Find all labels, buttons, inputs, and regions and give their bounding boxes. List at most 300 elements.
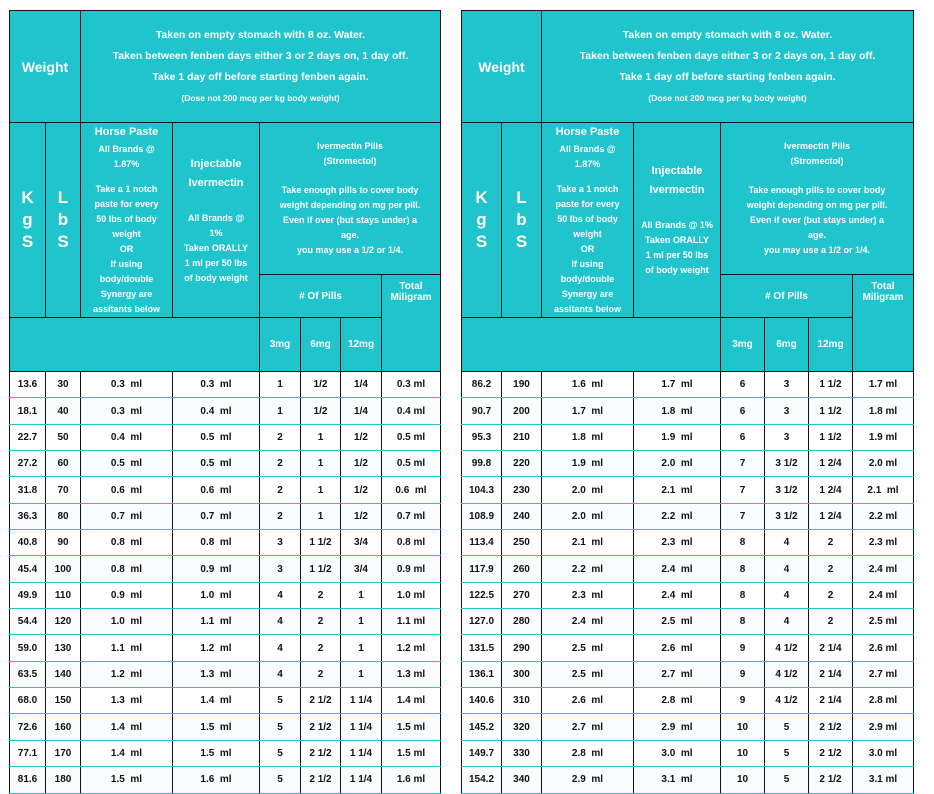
kg-cell: 72.6	[10, 714, 46, 740]
injectable-cell: 2.8 ml	[634, 688, 721, 714]
horse-paste-cell: 0.9 ml	[81, 582, 173, 608]
injectable-cell: 0.8 ml	[173, 530, 260, 556]
pills-12mg-cell: 1 1/2	[809, 398, 853, 424]
kg-cell: 27.2	[10, 451, 46, 477]
pills-6mg-cell: 3 1/2	[765, 451, 809, 477]
lbs-cell: 70	[46, 477, 81, 503]
total-mg-cell: 3.0 ml	[853, 740, 914, 766]
kg-cell: 77.1	[10, 740, 46, 766]
total-mg-cell: 1.5 ml	[382, 714, 441, 740]
table-row	[462, 740, 914, 766]
horse-paste-cell: 1.1 ml	[81, 635, 173, 661]
pills-12mg-cell: 2	[809, 609, 853, 635]
pills-12mg-cell: 1/2	[341, 424, 382, 450]
pills-12mg-cell: 1	[341, 661, 382, 687]
kg-cell: 136.1	[462, 661, 502, 687]
table-row	[10, 635, 441, 661]
horse-paste-cell: 1.3 ml	[81, 688, 173, 714]
pills-12mg-cell: 1 2/4	[809, 503, 853, 529]
kg-cell: 104.3	[462, 477, 502, 503]
pills-3mg-cell: 4	[260, 635, 301, 661]
pills-12mg-cell: 1 1/2	[809, 424, 853, 450]
table-row	[10, 661, 441, 687]
pills-12mg-cell: 2 1/2	[809, 767, 853, 793]
pills-6mg-cell: 3	[765, 372, 809, 398]
horse-paste-cell: 0.7 ml	[81, 503, 173, 529]
pills-6mg-cell: 3	[765, 398, 809, 424]
pills-3mg-cell: 6	[721, 372, 765, 398]
injectable-cell: 0.6 ml	[173, 477, 260, 503]
pills-3mg-cell: 8	[721, 556, 765, 582]
injectable-cell: 0.4 ml	[173, 398, 260, 424]
horse-paste-cell: 2.6 ml	[542, 688, 634, 714]
table-row	[10, 556, 441, 582]
weight-header: Weight	[10, 11, 81, 123]
kg-cell: 36.3	[10, 503, 46, 529]
pills-6mg-cell: 2	[301, 635, 341, 661]
lbs-cell: 150	[46, 688, 81, 714]
kg-cell: 86.2	[462, 372, 502, 398]
table-row	[462, 609, 914, 635]
table-row	[462, 451, 914, 477]
instructions-header: Taken on empty stomach with 8 oz. Water. Taken between fenben days either 3 or 2 days on, 1 day off. Take 1 day off before starting fenben again. (Dose not 200 mcg per kg body weight)	[81, 11, 441, 123]
num-pills-header: # Of Pills	[260, 275, 382, 318]
total-mg-cell: 0.4 ml	[382, 398, 441, 424]
lbs-cell: 230	[502, 477, 542, 503]
injectable-cell: 1.8 ml	[634, 398, 721, 424]
lbs-cell: 300	[502, 661, 542, 687]
kg-cell: 127.0	[462, 609, 502, 635]
lbs-cell: 200	[502, 398, 542, 424]
pills-12mg-cell: 1/2	[341, 451, 382, 477]
table-row	[10, 372, 441, 398]
kg-cell: 13.6	[10, 372, 46, 398]
injectable-cell: 2.9 ml	[634, 714, 721, 740]
pills-12mg-cell: 1 1/4	[341, 740, 382, 766]
pills-3mg-cell: 8	[721, 609, 765, 635]
total-mg-cell: 1.0 ml	[382, 582, 441, 608]
lbs-cell: 250	[502, 530, 542, 556]
pills-6mg-cell: 5	[765, 767, 809, 793]
total-mg-cell: 2.4 ml	[853, 556, 914, 582]
table-row	[10, 503, 441, 529]
pills-12mg-cell: 1 2/4	[809, 477, 853, 503]
kg-cell: 122.5	[462, 582, 502, 608]
pills-6mg-cell: 2 1/2	[301, 688, 341, 714]
pills-6mg-cell: 2 1/2	[301, 714, 341, 740]
table-row	[462, 635, 914, 661]
horse-paste-cell: 1.4 ml	[81, 740, 173, 766]
lbs-cell: 110	[46, 582, 81, 608]
lbs-cell: 190	[502, 372, 542, 398]
total-mg-cell: 0.3 ml	[382, 372, 441, 398]
pills-3mg-cell: 7	[721, 477, 765, 503]
pills-3mg-cell: 10	[721, 767, 765, 793]
mg6-header: 6mg	[301, 318, 341, 372]
pills-6mg-cell: 2 1/2	[301, 767, 341, 793]
kg-cell: 154.2	[462, 767, 502, 793]
total-mg-cell: 3.1 ml	[853, 767, 914, 793]
kg-cell: 113.4	[462, 530, 502, 556]
kg-cell: 31.8	[10, 477, 46, 503]
horse-paste-cell: 2.0 ml	[542, 477, 634, 503]
injectable-cell: 2.7 ml	[634, 661, 721, 687]
pills-6mg-cell: 1	[301, 503, 341, 529]
table-row	[462, 661, 914, 687]
pills-3mg-cell: 3	[260, 556, 301, 582]
pills-3mg-cell: 2	[260, 477, 301, 503]
pills-3mg-cell: 2	[260, 503, 301, 529]
pills-12mg-cell: 1	[341, 609, 382, 635]
horse-paste-cell: 2.5 ml	[542, 661, 634, 687]
total-mg-cell: 2.6 ml	[853, 635, 914, 661]
horse-paste-cell: 0.5 ml	[81, 451, 173, 477]
table-row	[462, 714, 914, 740]
table-row	[10, 582, 441, 608]
pills-12mg-cell: 3/4	[341, 556, 382, 582]
lbs-cell: 90	[46, 530, 81, 556]
horse-paste-cell: 1.7 ml	[542, 398, 634, 424]
table-row	[10, 477, 441, 503]
table-row	[10, 688, 441, 714]
table-row	[462, 530, 914, 556]
table-row	[462, 477, 914, 503]
horse-paste-header: Horse Paste All Brands @ 1.87% Take a 1 notch paste for every 50 lbs of body weight OR If using body/double Synergy are assitants below	[542, 123, 634, 318]
total-header: Total Miligram	[382, 275, 441, 372]
mg6-header: 6mg	[765, 318, 809, 372]
horse-paste-cell: 2.4 ml	[542, 609, 634, 635]
total-mg-cell: 1.3 ml	[382, 661, 441, 687]
pills-3mg-cell: 6	[721, 424, 765, 450]
pills-6mg-cell: 4 1/2	[765, 635, 809, 661]
injectable-cell: 1.4 ml	[173, 688, 260, 714]
kg-cell: 149.7	[462, 740, 502, 766]
horse-paste-cell: 2.1 ml	[542, 530, 634, 556]
pills-3mg-cell: 9	[721, 688, 765, 714]
mg3-header: 3mg	[260, 318, 301, 372]
total-mg-cell: 2.0 ml	[853, 451, 914, 477]
pills-6mg-cell: 4 1/2	[765, 688, 809, 714]
pills-12mg-cell: 1/2	[341, 503, 382, 529]
lbs-header: L b S	[502, 123, 542, 318]
lbs-cell: 80	[46, 503, 81, 529]
injectable-cell: 2.4 ml	[634, 582, 721, 608]
pills-12mg-cell: 1 1/4	[341, 767, 382, 793]
horse-paste-cell: 1.6 ml	[542, 372, 634, 398]
lbs-cell: 310	[502, 688, 542, 714]
lbs-header: L b S	[46, 123, 81, 318]
table-row	[10, 451, 441, 477]
pills-3mg-cell: 10	[721, 714, 765, 740]
pills-12mg-cell: 1	[341, 582, 382, 608]
total-mg-cell: 2.8 ml	[853, 688, 914, 714]
lbs-cell: 220	[502, 451, 542, 477]
horse-paste-cell: 1.4 ml	[81, 714, 173, 740]
kg-cell: 68.0	[10, 688, 46, 714]
pills-12mg-cell: 2 1/4	[809, 661, 853, 687]
injectable-cell: 1.2 ml	[173, 635, 260, 661]
pills-3mg-cell: 9	[721, 635, 765, 661]
injectable-cell: 1.7 ml	[634, 372, 721, 398]
injectable-cell: 2.5 ml	[634, 609, 721, 635]
pills-6mg-cell: 1/2	[301, 372, 341, 398]
kg-cell: 63.5	[10, 661, 46, 687]
total-mg-cell: 1.5 ml	[382, 740, 441, 766]
pills-12mg-cell: 3/4	[341, 530, 382, 556]
total-mg-cell: 2.4 ml	[853, 582, 914, 608]
pills-6mg-cell: 3 1/2	[765, 503, 809, 529]
horse-paste-cell: 2.0 ml	[542, 503, 634, 529]
total-mg-cell: 2.3 ml	[853, 530, 914, 556]
injectable-cell: 1.5 ml	[173, 714, 260, 740]
injectable-cell: 0.9 ml	[173, 556, 260, 582]
pills-3mg-cell: 5	[260, 688, 301, 714]
horse-paste-cell: 0.8 ml	[81, 556, 173, 582]
pills-6mg-cell: 3 1/2	[765, 477, 809, 503]
weight-header: Weight	[462, 11, 542, 123]
pills-3mg-cell: 8	[721, 530, 765, 556]
injectable-cell: 1.3 ml	[173, 661, 260, 687]
ivermectin-pills-header: Ivermectin Pills (Stromectol) Take enough pills to cover body weight depending on mg per pill. Even if over (but stays under) a age. you may use a 1/2 or 1/4.	[260, 123, 441, 275]
pills-3mg-cell: 4	[260, 661, 301, 687]
injectable-cell: 1.6 ml	[173, 767, 260, 793]
total-mg-cell: 1.8 ml	[853, 398, 914, 424]
num-pills-header: # Of Pills	[721, 275, 853, 318]
injectable-cell: 0.5 ml	[173, 424, 260, 450]
lbs-cell: 170	[46, 740, 81, 766]
horse-paste-cell: 1.5 ml	[81, 767, 173, 793]
pills-6mg-cell: 1	[301, 451, 341, 477]
injectable-cell: 2.3 ml	[634, 530, 721, 556]
kg-cell: 90.7	[462, 398, 502, 424]
lbs-cell: 340	[502, 767, 542, 793]
pills-6mg-cell: 2	[301, 609, 341, 635]
total-mg-cell: 1.6 ml	[382, 767, 441, 793]
injectable-cell: 2.6 ml	[634, 635, 721, 661]
pills-6mg-cell: 1 1/2	[301, 530, 341, 556]
kgs-header: K g S	[462, 123, 502, 318]
horse-paste-cell: 2.9 ml	[542, 767, 634, 793]
pills-6mg-cell: 5	[765, 740, 809, 766]
total-mg-cell: 1.7 ml	[853, 372, 914, 398]
horse-paste-cell: 1.8 ml	[542, 424, 634, 450]
pills-12mg-cell: 1	[341, 635, 382, 661]
lbs-cell: 280	[502, 609, 542, 635]
lbs-cell: 30	[46, 372, 81, 398]
injectable-header: Injectable Ivermectin All Brands @ 1% Taken ORALLY 1 ml per 50 lbs of body weight	[634, 123, 721, 318]
pills-3mg-cell: 7	[721, 451, 765, 477]
dosage-table-left	[9, 10, 441, 794]
pills-3mg-cell: 4	[260, 609, 301, 635]
horse-paste-cell: 0.3 ml	[81, 398, 173, 424]
pills-12mg-cell: 2	[809, 556, 853, 582]
table-row	[462, 372, 914, 398]
lbs-cell: 320	[502, 714, 542, 740]
lbs-cell: 40	[46, 398, 81, 424]
kgs-header: K g S	[10, 123, 46, 318]
injectable-cell: 3.1 ml	[634, 767, 721, 793]
total-mg-cell: 2.2 ml	[853, 503, 914, 529]
table-row	[10, 714, 441, 740]
kg-cell: 131.5	[462, 635, 502, 661]
lbs-cell: 240	[502, 503, 542, 529]
horse-paste-cell: 1.2 ml	[81, 661, 173, 687]
lbs-cell: 140	[46, 661, 81, 687]
lbs-cell: 180	[46, 767, 81, 793]
pills-6mg-cell: 4 1/2	[765, 661, 809, 687]
injectable-cell: 2.0 ml	[634, 451, 721, 477]
table-row	[10, 424, 441, 450]
lbs-cell: 330	[502, 740, 542, 766]
lbs-cell: 100	[46, 556, 81, 582]
pills-3mg-cell: 3	[260, 530, 301, 556]
mg12-header: 12mg	[341, 318, 382, 372]
injectable-cell: 2.4 ml	[634, 556, 721, 582]
total-mg-cell: 0.7 ml	[382, 503, 441, 529]
pills-12mg-cell: 1 1/4	[341, 688, 382, 714]
total-mg-cell: 2.9 ml	[853, 714, 914, 740]
pills-12mg-cell: 1/2	[341, 477, 382, 503]
injectable-cell: 2.2 ml	[634, 503, 721, 529]
total-mg-cell: 1.9 ml	[853, 424, 914, 450]
pills-12mg-cell: 2 1/4	[809, 688, 853, 714]
lbs-cell: 260	[502, 556, 542, 582]
table-row	[462, 556, 914, 582]
dosage-table-right	[461, 10, 914, 794]
kg-cell: 22.7	[10, 424, 46, 450]
table-row	[462, 398, 914, 424]
horse-paste-cell: 0.4 ml	[81, 424, 173, 450]
injectable-cell: 2.1 ml	[634, 477, 721, 503]
pills-12mg-cell: 2	[809, 582, 853, 608]
injectable-cell: 1.1 ml	[173, 609, 260, 635]
pills-6mg-cell: 4	[765, 582, 809, 608]
pills-3mg-cell: 2	[260, 424, 301, 450]
pills-6mg-cell: 1	[301, 424, 341, 450]
pills-3mg-cell: 4	[260, 582, 301, 608]
table-row	[10, 740, 441, 766]
lbs-cell: 270	[502, 582, 542, 608]
kg-cell: 95.3	[462, 424, 502, 450]
pills-6mg-cell: 2 1/2	[301, 740, 341, 766]
total-mg-cell: 0.5 ml	[382, 451, 441, 477]
pills-6mg-cell: 4	[765, 530, 809, 556]
pills-6mg-cell: 4	[765, 556, 809, 582]
horse-paste-cell: 0.8 ml	[81, 530, 173, 556]
pills-3mg-cell: 5	[260, 714, 301, 740]
total-mg-cell: 2.7 ml	[853, 661, 914, 687]
injectable-header: Injectable Ivermectin All Brands @ 1% Taken ORALLY 1 ml per 50 lbs of body weight	[173, 123, 260, 318]
ivermectin-pills-header: Ivermectin Pills (Stromectol) Take enough pills to cover body weight depending on mg per pill. Even if over (but stays under) a age. you may use a 1/2 or 1/4.	[721, 123, 914, 275]
horse-paste-cell: 2.5 ml	[542, 635, 634, 661]
pills-6mg-cell: 2	[301, 661, 341, 687]
table-row	[462, 688, 914, 714]
pills-6mg-cell: 5	[765, 714, 809, 740]
pills-12mg-cell: 1 1/4	[341, 714, 382, 740]
horse-paste-cell: 2.2 ml	[542, 556, 634, 582]
injectable-cell: 1.0 ml	[173, 582, 260, 608]
lbs-cell: 210	[502, 424, 542, 450]
pills-6mg-cell: 1	[301, 477, 341, 503]
horse-paste-cell: 0.3 ml	[81, 372, 173, 398]
pills-6mg-cell: 3	[765, 424, 809, 450]
pills-12mg-cell: 2 1/2	[809, 740, 853, 766]
table-row	[462, 767, 914, 793]
injectable-cell: 0.5 ml	[173, 451, 260, 477]
kg-cell: 40.8	[10, 530, 46, 556]
kg-cell: 54.4	[10, 609, 46, 635]
pills-3mg-cell: 8	[721, 582, 765, 608]
pills-3mg-cell: 1	[260, 398, 301, 424]
lbs-cell: 50	[46, 424, 81, 450]
pills-3mg-cell: 10	[721, 740, 765, 766]
kg-cell: 117.9	[462, 556, 502, 582]
pills-3mg-cell: 6	[721, 398, 765, 424]
table-row	[10, 398, 441, 424]
pills-3mg-cell: 5	[260, 767, 301, 793]
pills-6mg-cell: 2	[301, 582, 341, 608]
total-mg-cell: 1.1 ml	[382, 609, 441, 635]
pills-3mg-cell: 2	[260, 451, 301, 477]
lbs-cell: 290	[502, 635, 542, 661]
kg-cell: 145.2	[462, 714, 502, 740]
total-mg-cell: 0.8 ml	[382, 530, 441, 556]
total-mg-cell: 0.5 ml	[382, 424, 441, 450]
lbs-cell: 160	[46, 714, 81, 740]
kg-cell: 99.8	[462, 451, 502, 477]
kg-cell: 140.6	[462, 688, 502, 714]
pills-3mg-cell: 7	[721, 503, 765, 529]
pills-12mg-cell: 2	[809, 530, 853, 556]
lbs-cell: 60	[46, 451, 81, 477]
horse-paste-cell: 1.0 ml	[81, 609, 173, 635]
instructions-header: Taken on empty stomach with 8 oz. Water. Taken between fenben days either 3 or 2 days on, 1 day off. Take 1 day off before starting fenben again. (Dose not 200 mcg per kg body weight)	[542, 11, 914, 123]
total-mg-cell: 0.6 ml	[382, 477, 441, 503]
kg-cell: 49.9	[10, 582, 46, 608]
injectable-cell: 0.3 ml	[173, 372, 260, 398]
horse-paste-cell: 1.9 ml	[542, 451, 634, 477]
kg-cell: 45.4	[10, 556, 46, 582]
mg12-header: 12mg	[809, 318, 853, 372]
horse-paste-header: Horse Paste All Brands @ 1.87% Take a 1 notch paste for every 50 lbs of body weight OR If using body/double Synergy are assitants below	[81, 123, 173, 318]
kg-cell: 18.1	[10, 398, 46, 424]
pills-6mg-cell: 4	[765, 609, 809, 635]
injectable-cell: 1.5 ml	[173, 740, 260, 766]
pills-12mg-cell: 1/4	[341, 372, 382, 398]
table-row	[10, 767, 441, 793]
total-mg-cell: 2.1 ml	[853, 477, 914, 503]
total-mg-cell: 1.4 ml	[382, 688, 441, 714]
table-row	[10, 609, 441, 635]
mg3-header: 3mg	[721, 318, 765, 372]
horse-paste-cell: 2.3 ml	[542, 582, 634, 608]
lbs-cell: 120	[46, 609, 81, 635]
total-header: Total Miligram	[853, 275, 914, 372]
horse-paste-cell: 2.8 ml	[542, 740, 634, 766]
table-row	[10, 530, 441, 556]
lbs-cell: 130	[46, 635, 81, 661]
total-mg-cell: 2.5 ml	[853, 609, 914, 635]
pills-12mg-cell: 2 1/4	[809, 635, 853, 661]
kg-cell: 108.9	[462, 503, 502, 529]
total-mg-cell: 0.9 ml	[382, 556, 441, 582]
kg-cell: 81.6	[10, 767, 46, 793]
injectable-cell: 3.0 ml	[634, 740, 721, 766]
horse-paste-cell: 2.7 ml	[542, 714, 634, 740]
pills-3mg-cell: 5	[260, 740, 301, 766]
pills-3mg-cell: 1	[260, 372, 301, 398]
table-row	[462, 582, 914, 608]
